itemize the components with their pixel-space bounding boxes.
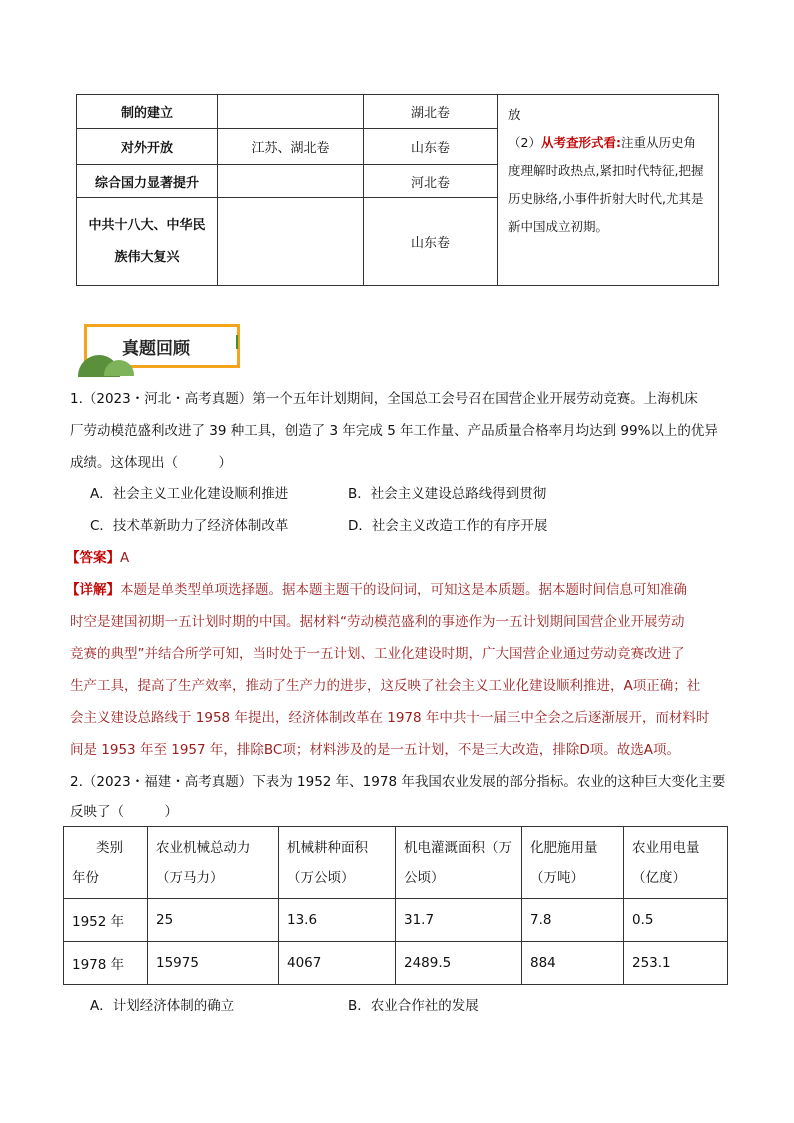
topic-cell: 中共十八大、中华民 族伟大复兴 [77, 198, 218, 286]
value-cell: 25 [148, 899, 279, 942]
table-corner-header: 类别 年份 [64, 827, 148, 899]
note-line4: 新中国成立初期。 [508, 219, 609, 234]
mid-cell [218, 165, 364, 198]
q1-stem-line3: 成绩。这体现出（ ） [70, 455, 232, 471]
mid-cell: 江苏、湖北卷 [218, 129, 364, 165]
value-cell: 31.7 [396, 899, 522, 942]
q1-detail-line1: 【详解】本题是单类型单项选择题。据本题主题干的设问词，可知这是本质题。据本题时间信息可知准确 [66, 582, 687, 598]
agriculture-data-table [63, 826, 728, 985]
value-cell: 0.5 [624, 899, 728, 942]
section-title: 真题回顾 [122, 339, 190, 359]
exam-cell: 山东卷 [364, 198, 498, 286]
q2-option-a: A．计划经济体制的确立 [90, 998, 235, 1014]
note-line0: 放 [508, 107, 521, 122]
table-header-cell: 机械耕种面积 （万公顷） [279, 827, 396, 899]
value-cell: 2489.5 [396, 942, 522, 985]
value-cell: 15975 [148, 942, 279, 985]
year-cell: 1952 年 [64, 899, 148, 942]
q1-detail-line5: 会主义建设总路线于 1958 年提出，经济体制改革在 1978 年中共十一届三中全会之后逐渐展开，而材料时 [70, 710, 710, 726]
q1-detail-line2: 时空是建国初期一五计划时期的中国。据材料“劳动模范盛利的事迹作为一五计划期间国营企业开展劳动 [70, 614, 685, 630]
table-header-cell: 机电灌溉面积（万 公顷） [396, 827, 522, 899]
value-cell: 4067 [279, 942, 396, 985]
q1-option-d: D．社会主义改造工作的有序开展 [348, 518, 548, 534]
note-line2: 度理解时政热点,紧扣时代特征,把握 [508, 163, 704, 178]
q2-stem-line1: 2.（2023・福建・高考真题）下表为 1952 年、1978 年我国农业发展的部分指标。农业的这种巨大变化主要 [70, 774, 726, 790]
q1-option-b: B．社会主义建设总路线得到贯彻 [348, 486, 547, 502]
q2-stem-line2: 反映了（ ） [70, 804, 178, 820]
exam-cell: 山东卷 [364, 129, 498, 165]
q1-detail-line4: 生产工具，提高了生产效率，推动了生产力的进步，这反映了社会主义工业化建设顺利推进，A项正确；社 [70, 678, 701, 694]
note-line1: （2）从考查形式看:注重从历史角 [508, 135, 696, 150]
q1-answer: 【答案】A [66, 550, 130, 566]
q1-stem-line2: 厂劳动模范盛利改进了 39 种工具，创造了 3 年完成 5 年工作量、产品质量合格率月均达到 99%以上的优异 [70, 423, 718, 439]
topic-cell: 综合国力显著提升 [77, 165, 218, 198]
q2-option-b: B．农业合作社的发展 [348, 998, 479, 1014]
q1-option-c: C．技术革新助力了经济体制改革 [90, 518, 289, 534]
table-header-cell: 农业用电量 （亿度） [624, 827, 728, 899]
note-cell [498, 95, 719, 286]
year-cell: 1978 年 [64, 942, 148, 985]
exam-cell: 湖北卷 [364, 95, 498, 129]
q1-detail-line3: 竞赛的典型”并结合所学可知，当时处于一五计划、工业化建设时期，广大国营企业通过劳动竞赛改进了 [70, 646, 685, 662]
table-header-cell: 化肥施用量 （万吨） [522, 827, 624, 899]
top-summary-table [76, 94, 719, 286]
value-cell: 13.6 [279, 899, 396, 942]
value-cell: 7.8 [522, 899, 624, 942]
table-row [64, 899, 728, 942]
mid-cell [218, 198, 364, 286]
table-header-cell: 农业机械总动力 （万马力） [148, 827, 279, 899]
q1-detail-line6: 间是 1953 年至 1957 年，排除BC项；材料涉及的是一五计划，不是三大改造，排除D项。故选A项。 [70, 742, 680, 758]
topic-cell: 制的建立 [77, 95, 218, 129]
table-row [64, 942, 728, 985]
exam-cell: 河北卷 [364, 165, 498, 198]
q1-stem-line1: 1.（2023・河北・高考真题）第一个五年计划期间，全国总工会号召在国营企业开展劳动竞赛。上海机床 [70, 391, 698, 407]
topic-cell: 对外开放 [77, 129, 218, 165]
value-cell: 253.1 [624, 942, 728, 985]
q1-option-a: A．社会主义工业化建设顺利推进 [90, 486, 289, 502]
note-line3: 历史脉络,小事件折射大时代,尤其是 [508, 191, 704, 206]
value-cell: 884 [522, 942, 624, 985]
mid-cell [218, 95, 364, 129]
header-accent-mark [236, 335, 238, 349]
